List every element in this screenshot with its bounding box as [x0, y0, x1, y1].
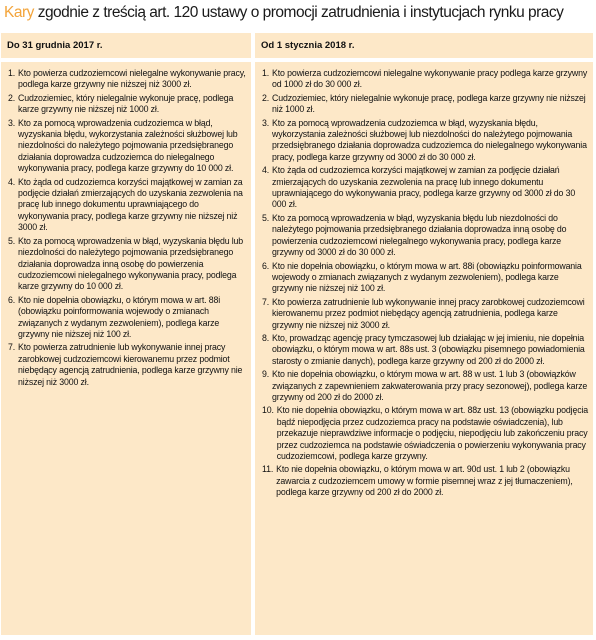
- item-number: 5.: [8, 235, 16, 246]
- item-number: 1.: [262, 68, 270, 78]
- column-header-before: Do 31 grudnia 2017 r.: [1, 33, 251, 62]
- item-number: 10.: [262, 405, 274, 416]
- item-text: Kto za pomocą wprowadzenia w błąd, wyzyskania błędu lub niezdolności do należytego pojmowania przedsiębranego działania doprowadza inną osobę do powierzenia cudzoziemcowi nielegalnego wykonywania pracy, podlega karze grzywny do 10 000 zł.: [18, 235, 244, 292]
- item-number: 4.: [262, 165, 270, 176]
- item-number: 6.: [8, 294, 16, 305]
- item-text: Cudzoziemiec, który nielegalnie wykonuje pracę, podlega karze grzywny nie niższej niż 1000 zł.: [18, 92, 234, 115]
- column-header-after: Od 1 stycznia 2018 r.: [255, 33, 593, 62]
- item-number: 6.: [262, 260, 270, 271]
- item-text: Kto żąda od cudzoziemca korzyści majątkowej w zamian za podjęcie działań zmierzających do uzyskania zezwolenia na pracę lub innego dokumentu uprawniającego do wykonywania pracy, podlega karze grzywny nie niższej niż 3000 zł.: [18, 176, 243, 233]
- item-text: Kto nie dopełnia obowiązku, o którym mowa w art. 88 w ust. 1 lub 3 (obowiązków związanych z zapewnieniem zakwaterowania przy pracy sezonowej), podlega karze grzywny od 200 zł do 2000 zł.: [272, 369, 588, 402]
- item-number: 5.: [262, 212, 270, 223]
- list-item: [262, 405, 589, 462]
- list-item: [262, 369, 589, 403]
- item-number: 8.: [262, 332, 270, 343]
- comparison-table: [1, 33, 593, 635]
- title-text: zgodnie z treścią art. 120 ustawy o promocji zatrudnienia i instytucjach rynku pracy: [37, 4, 564, 21]
- item-text: Kto powierza zatrudnienie lub wykonywanie innej pracy zarobkowej cudzoziemcowi kierowanemu przez podmiot niebędący agencją zatrudnienia, podlega karze grzywny nie niższej niż 3000 zł.: [18, 342, 243, 387]
- item-text: Cudzoziemiec, który nielegalnie wykonuje pracę, podlega karze grzywny nie niższej niż 1000 zł.: [272, 92, 586, 115]
- item-number: 2.: [8, 92, 16, 103]
- list-item: [8, 177, 247, 234]
- item-text: Kto, prowadząc agencję pracy tymczasowej lub działając w jej imieniu, nie dopełnia obowiązku, o którym mowa w art. 88s ust. 3 (obowiązku pisemnego powiadomienia starosty o zmianie danych), podlega karze grzywny od 200 zł do 2000 zł.: [272, 332, 585, 366]
- item-number: 3.: [262, 117, 270, 128]
- list-item: [8, 93, 247, 116]
- item-text: Kto nie dopełnia obowiązku, o którym mowa w art. 88i (obowiązku poinformowania wojewody o zmianach związanych z wydanym zezwoleniem), podlega karze grzywny nie niższej niż 100 zł.: [18, 294, 221, 339]
- item-number: 7.: [8, 342, 16, 353]
- penalty-list-after: [255, 62, 593, 499]
- list-item: [262, 165, 589, 211]
- list-item: [262, 93, 589, 116]
- column-before-2018: [1, 33, 251, 635]
- item-text: Kto za pomocą wprowadzenia cudzoziemca w błąd, wyzyskania błędu, wykorzystania zależności służbowej lub niezdolności do należytego pojmowania przedsiębranego działania doprowadza cudzoziemca do nielegalnego wykonywania pracy, podlega karze grzywny od 3000 zł do 30 000 zł.: [272, 117, 587, 162]
- item-text: Kto powierza cudzoziemcowi nielegalne wykonywanie pracy podlega karze grzywny od 1000 zł do 30 000 zł.: [272, 68, 588, 90]
- title-keyword: Kary: [4, 4, 34, 21]
- list-item: [262, 118, 589, 164]
- list-item: [8, 295, 247, 341]
- item-text: Kto nie dopełnia obowiązku, o którym mowa w art. 90d ust. 1 lub 2 (obowiązku zawarcia z cudzoziemcem umowy w formie pisemnej wraz z jej tłumaczeniem), podlega karze grzywny od 200 zł do 2000 zł.: [276, 464, 573, 498]
- list-item: [8, 236, 247, 293]
- item-text: Kto powierza cudzoziemcowi nielegalne wykonywanie pracy, podlega karze grzywny nie niższej niż 3000 zł.: [18, 68, 246, 90]
- list-item: [262, 213, 589, 259]
- item-text: Kto nie dopełnia obowiązku, o którym mowa w art. 88z ust. 13 (obowiązku podjęcia bądź niepodjęcia przez cudzoziemca pracy na podstawie oświadczenia), lub przekazuje nieprawdziwe informacje o podjęciu, niepodjęciu lub zakończeniu pracy przez cudzoziemca na podstawie oświadczenia o powierzeniu wykonywania pracy cudzoziemcowi, podlega karze grzywny.: [276, 405, 588, 461]
- list-item: [262, 297, 589, 331]
- penalty-list-before: [1, 62, 251, 388]
- item-number: 3.: [8, 117, 16, 128]
- list-item: [262, 464, 589, 498]
- list-item: [262, 261, 589, 295]
- list-item: [8, 68, 247, 91]
- item-number: 7.: [262, 296, 270, 307]
- item-number: 9.: [262, 369, 270, 380]
- item-text: Kto za pomocą wprowadzenia w błąd, wyzyskania błędu lub niezdolności do należytego pojmowania przedsiębranego działania doprowadza inną osobę do powierzenia cudzoziemcowi nielegalnego wykonywania pracy, podlega karze grzywny od 3000 zł do 30 000 zł.: [272, 212, 567, 258]
- list-item: [262, 333, 589, 367]
- item-text: Kto żąda od cudzoziemca korzyści majątkowej w zamian za podjęcie działań zmierzających do uzyskania zezwolenia na pracę lub innego dokumentu uprawniającego do wykonywania pracy, podlega karze grzywny od 3000 zł do 30 000 zł.: [272, 165, 576, 210]
- infographic-title: [4, 3, 592, 23]
- list-item: [8, 118, 247, 175]
- item-text: Kto powierza zatrudnienie lub wykonywanie innej pracy zarobkowej cudzoziemcowi kierowanemu przez podmiot niebędący agencją zatrudnienia, podlega karze grzywny nie niższej niż 3000 zł.: [272, 296, 585, 330]
- item-text: Kto za pomocą wprowadzenia cudzoziemca w błąd, wyzyskania błędu, wykorzystania zależności służbowej lub niezdolności do należytego pojmowania przedsiębranego działania doprowadza cudzoziemca do nielegalnego wykonywania pracy, podlega karze grzywny do 10 000 zł.: [18, 117, 238, 174]
- column-from-2018: [255, 33, 593, 635]
- list-item: [8, 342, 247, 388]
- item-number: 4.: [8, 176, 16, 187]
- item-number: 11.: [262, 464, 274, 475]
- item-number: 2.: [262, 92, 270, 103]
- item-text: Kto nie dopełnia obowiązku, o którym mowa w art. 88i (obowiązku poinformowania wojewody o zmianach związanych z wydanym zezwoleniem), podlega karze grzywny nie niższej niż 100 zł.: [272, 260, 582, 294]
- list-item: [262, 68, 589, 91]
- item-number: 1.: [8, 68, 16, 78]
